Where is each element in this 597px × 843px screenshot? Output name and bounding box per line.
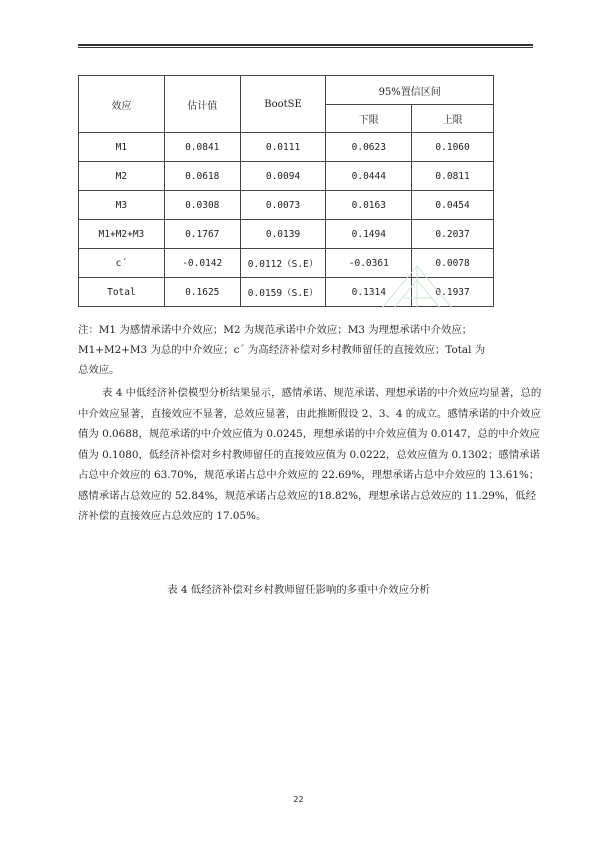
table-row (79, 220, 494, 249)
header-effect: 效应 (79, 76, 165, 133)
table-cell: 0.0618 (164, 162, 240, 191)
note-line: M1+M2+M3 为总的中介效应；c´ 为高经济补偿对乡村教师留任的直接效应；Total 为 (78, 344, 486, 356)
header-estimate: 估计值 (164, 76, 240, 133)
table-cell: M2 (79, 162, 165, 191)
table-cell: 0.0112（S.E） (240, 249, 326, 278)
table-cell: 0.1937 (412, 278, 494, 307)
table-cell: 0.0073 (240, 191, 326, 220)
table-cell: 0.2037 (412, 220, 494, 249)
table-cell: Total (79, 278, 165, 307)
table-cell: 0.0139 (240, 220, 326, 249)
table-cell: 0.0308 (164, 191, 240, 220)
header-bootse: BootSE (240, 76, 326, 133)
header-upper: 上限 (412, 105, 494, 133)
table-cell: 0.0111 (240, 133, 326, 162)
header-ci: 95%置信区间 (326, 76, 494, 105)
table-cell: 0.1314 (326, 278, 412, 307)
header-rule-thin (78, 47, 533, 48)
body-paragraph: 表 4 中低经济补偿模型分析结果显示，感情承诺、规范承诺、理想承诺的中介效应均显著，总的中介效应显著，直接效应不显著，总效应显著，由此推断假设 2、3、4 的成立。感情承诺的中介效应值为 0.0688，规范承诺的中介效应值为 0.0245，理想承诺的中介效应值为 0.0147，总的中介效应值为 0.1080，低经济补偿对乡村教师留任的直接效应值为 0.0222，总效应值为 0.1302；感情承诺占总中介效应的 63.70%，规范承诺占总中介效应的 22.69%，理想承诺占总中介效应的 13.61%；感情承诺占总效应的 52.84%，规范承诺占总效应的18.82%，理想承诺占总效应的 11.29%，低经济补偿的直接效应占总效应的 17.05%。 (78, 387, 542, 522)
table-cell: 0.1625 (164, 278, 240, 307)
table-cell: 0.0623 (326, 133, 412, 162)
table-cell: c´ (79, 249, 165, 278)
table-cell: M1 (79, 133, 165, 162)
header-rule-thick (78, 44, 533, 46)
table-cell: 0.0094 (240, 162, 326, 191)
table-cell: 0.0454 (412, 191, 494, 220)
table-row (79, 133, 494, 162)
table-cell: 0.0841 (164, 133, 240, 162)
header-lower: 下限 (326, 105, 412, 133)
table-cell: 0.1767 (164, 220, 240, 249)
note-line: 总效应。 (78, 364, 120, 376)
table-cell: M1+M2+M3 (79, 220, 165, 249)
table-note (78, 320, 538, 380)
table-cell: 0.1060 (412, 133, 494, 162)
note-line: 注：M1 为感情承诺中介效应；M2 为规范承诺中介效应；M3 为理想承诺中介效应； (78, 324, 473, 336)
table-cell: 0.1494 (326, 220, 412, 249)
watermark-logo-icon (372, 258, 462, 318)
table-cell: M3 (79, 191, 165, 220)
table-cell: 0.0078 (412, 249, 494, 278)
table-row (79, 191, 494, 220)
table-row (79, 162, 494, 191)
table-cell: -0.0142 (164, 249, 240, 278)
table-cell: 0.0811 (412, 162, 494, 191)
table-cell: 0.0163 (326, 191, 412, 220)
table-caption: 表 4 低经济补偿对乡村教师留任影响的多重中介效应分析 (167, 584, 430, 596)
table-cell: 0.0444 (326, 162, 412, 191)
table-cell: -0.0361 (326, 249, 412, 278)
page-number: 22 (293, 795, 304, 804)
table-cell: 0.0159（S.E） (240, 278, 326, 307)
